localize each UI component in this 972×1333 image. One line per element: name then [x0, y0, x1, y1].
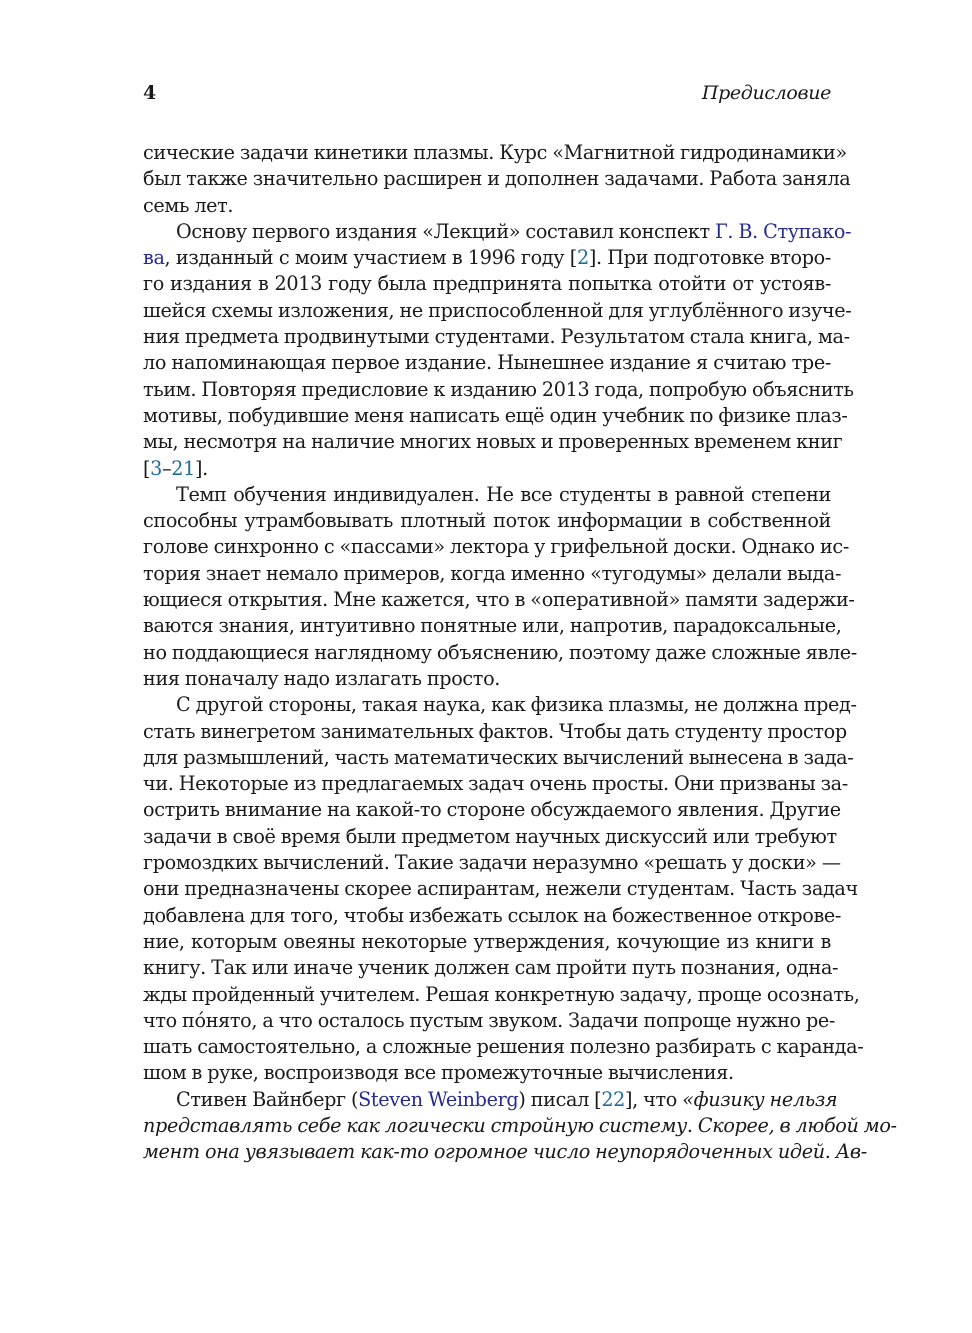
text-span: Стивен Вайнберг (	[176, 1087, 359, 1111]
text-line: острить внимание на какой-то стороне обсуждаемого явления. Другие	[143, 798, 841, 822]
text-line	[143, 1087, 838, 1113]
running-title: Предисловие	[701, 82, 831, 104]
text-line: задачи в своё время были предметом научных дискуссий или требуют	[143, 824, 837, 848]
text-line: голове синхронно с «пассами» лектора у грифельной доски. Однако ис-	[143, 535, 849, 559]
text-line: Темп обучения индивидуален. Не все студенты в равной степени	[176, 482, 831, 506]
citation-link-2[interactable]: 2	[576, 246, 589, 270]
text-line: ющиеся открытия. Мне кажется, что в «оперативной» памяти задержи-	[143, 588, 855, 612]
paragraph-1	[143, 140, 851, 219]
text-line: жды пройденный учителем. Решая конкретную задачу, проще осознать,	[143, 982, 860, 1006]
author-link-stupakov[interactable]: Г. В. Ступако-	[715, 219, 852, 243]
text-line: ваются знания, интуитивно понятные или, напротив, парадоксальные,	[143, 614, 842, 638]
page-header	[143, 82, 831, 118]
quote-text: «физику нельзя	[682, 1087, 838, 1111]
paragraph-4	[143, 692, 864, 1086]
text-line: ния предмета продвинутыми студентами. Результатом стала книга, ма-	[143, 325, 850, 349]
text-line	[143, 245, 831, 271]
text-line: семь лет.	[143, 193, 234, 217]
text-line: шать самостоятельно, а сложные решения полезно разбирать с каранда-	[143, 1035, 864, 1059]
text-span: ], что	[625, 1087, 683, 1111]
text-span: ) писал [	[518, 1087, 602, 1111]
text-line: тория знает немало примеров, когда именно «тугодумы» делали выда-	[143, 561, 842, 585]
text-line: го издания в 2013 году была предпринята попытка отойти от устояв-	[143, 272, 831, 296]
text-line: но поддающиеся наглядному объяснению, поэтому даже сложные явле-	[143, 640, 857, 664]
book-page	[143, 82, 897, 1166]
citation-link-3[interactable]: 3	[150, 456, 162, 480]
page-number: 4	[143, 82, 156, 104]
text-line	[143, 456, 831, 482]
text-line: что пóнято, а что осталось пустым звуком. Задачи попроще нужно ре-	[143, 1008, 836, 1032]
text-line: чи. Некоторые из предлагаемых задач очень просты. Они призваны за-	[143, 772, 848, 796]
text-line: громоздких вычислений. Такие задачи неразумно «решать у доски» —	[143, 851, 841, 875]
text-line: С другой стороны, такая наука, как физика плазмы, не должна пред-	[176, 693, 857, 717]
citation-link-21[interactable]: 21	[171, 456, 195, 480]
paragraph-3	[143, 482, 857, 692]
author-link-weinberg[interactable]: Steven Weinberg	[358, 1087, 519, 1111]
text-line: тьим. Повторяя предисловие к изданию 2013 года, попробую объяснить	[143, 377, 854, 401]
text-line: добавлена для того, чтобы избежать ссылок на божественное открове-	[143, 903, 842, 927]
quote-line: представлять себе как логически стройную систему. Скорее, в любой мо-	[143, 1113, 897, 1137]
text-line: стать винегретом занимательных фактов. Чтобы дать студенту простор	[143, 719, 847, 743]
text-line: для размышлений, часть математических вычислений вынесена в зада-	[143, 745, 854, 769]
text-line: ния поначалу надо излагать просто.	[143, 666, 501, 690]
text-line: ние, которым овеяны некоторые утверждения, кочующие из книги в	[143, 929, 831, 953]
text-line: был также значительно расширен и дополнен задачами. Работа заняла	[143, 167, 851, 191]
quote-line: мент она увязывает как-то огромное число неупорядоченных идей. Ав-	[143, 1140, 867, 1164]
text-line: они предназначены скорее аспирантам, нежели студентам. Часть задач	[143, 877, 858, 901]
text-span: ].	[194, 456, 208, 480]
paragraph-2	[143, 219, 854, 482]
text-line: книгу. Так или иначе ученик должен сам пройти путь познания, одна-	[143, 956, 839, 980]
text-span: , изданный с моим участием в 1996 году [	[164, 246, 577, 270]
text-line: сические задачи кинетики плазмы. Курс «Магнитной гидродинамики»	[143, 141, 847, 164]
citation-link-22[interactable]: 22	[601, 1087, 626, 1111]
text-span: [	[143, 456, 151, 480]
author-link-stupakov-end[interactable]: ва	[143, 246, 165, 270]
text-line: шейся схемы изложения, не приспособленной для углублённого изуче-	[143, 298, 852, 322]
text-line: способны утрамбовывать плотный поток информации в собственной	[143, 509, 831, 533]
text-line: ло напоминающая первое издание. Нынешнее издание я считаю тре-	[143, 351, 831, 375]
paragraph-5	[143, 1087, 897, 1166]
text-line: мы, несмотря на наличие многих новых и проверенных временем книг	[143, 430, 843, 454]
text-line: шом в руке, воспроизводя все промежуточные вычисления.	[143, 1061, 734, 1085]
text-line	[143, 219, 852, 245]
text-span: ]. При подготовке второ-	[588, 246, 831, 270]
text-span: –	[162, 456, 172, 480]
text-span: Основу первого издания «Лекций» составил конспект	[176, 219, 716, 243]
text-line: мотивы, побудившие меня написать ещё один учебник по физике плаз-	[143, 403, 848, 427]
